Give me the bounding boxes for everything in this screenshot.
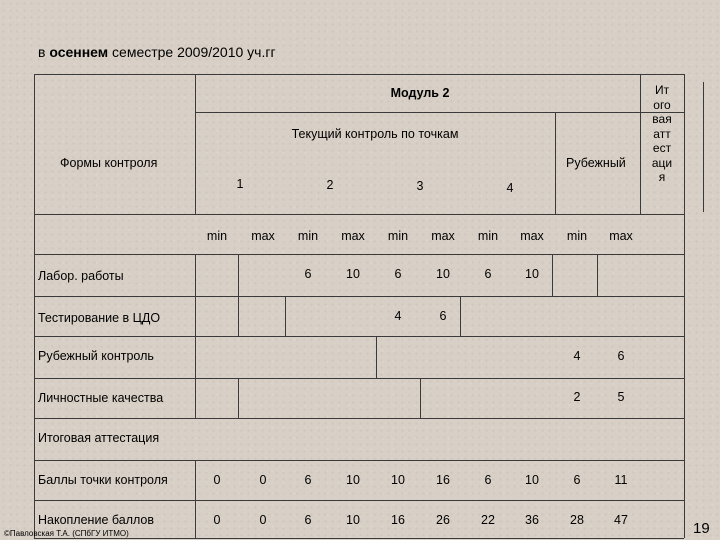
table-cell: 10 <box>346 267 360 281</box>
table-cell: 6 <box>484 267 492 281</box>
table-cell: 6 <box>573 473 581 487</box>
table-rule <box>420 378 421 418</box>
table-rule <box>552 254 553 296</box>
table-cell: 36 <box>525 513 539 527</box>
table-rule <box>34 74 35 538</box>
minmax-label: max <box>251 229 275 243</box>
table-rule <box>34 336 684 337</box>
table-rule <box>597 254 598 296</box>
module-header: Модуль 2 <box>390 86 450 100</box>
minmax-label: min <box>477 229 499 243</box>
table-cell: 4 <box>394 309 402 323</box>
current-control-header: Текущий контроль по точкам <box>291 127 459 141</box>
table-rule <box>285 296 286 336</box>
row-label: Рубежный контроль <box>38 349 154 363</box>
point-header: 4 <box>506 181 514 195</box>
table-cell: 0 <box>259 473 267 487</box>
table-cell: 6 <box>394 267 402 281</box>
page-title <box>38 44 276 60</box>
table-rule <box>34 500 684 501</box>
minmax-label: max <box>431 229 455 243</box>
table-cell: 0 <box>259 513 267 527</box>
table-rule <box>34 214 684 215</box>
minmax-label: min <box>297 229 319 243</box>
table-cell: 22 <box>481 513 495 527</box>
table-cell: 10 <box>346 513 360 527</box>
table-cell: 10 <box>525 473 539 487</box>
table-rule <box>34 460 684 461</box>
table-rule <box>34 378 684 379</box>
table-rule <box>195 460 196 538</box>
table-cell: 10 <box>391 473 405 487</box>
table-rule <box>238 254 239 336</box>
table-rule <box>34 418 684 419</box>
table-cell: 6 <box>304 473 312 487</box>
rubezh-header: Рубежный <box>566 156 626 170</box>
table-cell: 6 <box>617 349 625 363</box>
table-cell: 2 <box>573 390 581 404</box>
table-cell: 6 <box>484 473 492 487</box>
table-cell: 10 <box>346 473 360 487</box>
table-rule <box>555 112 556 214</box>
table-cell: 5 <box>617 390 625 404</box>
table-rule <box>34 254 684 255</box>
table-cell: 11 <box>614 473 628 487</box>
table-rule <box>684 74 685 538</box>
copyright-footer: ©Павловская Т.А. (СПбГУ ИТМО) <box>4 529 129 538</box>
row-label: Личностные качества <box>38 391 164 405</box>
point-header: 3 <box>416 179 424 193</box>
table-rule <box>195 112 684 113</box>
table-cell: 10 <box>525 267 539 281</box>
table-cell: 0 <box>213 473 221 487</box>
table-rule <box>640 74 641 214</box>
table-cell: 47 <box>614 513 628 527</box>
table-rule <box>34 74 684 75</box>
table-rule <box>34 296 684 297</box>
table-cell: 4 <box>573 349 581 363</box>
table-rule <box>460 296 461 336</box>
table-cell: 6 <box>304 513 312 527</box>
row-label: Накопление баллов <box>38 513 155 527</box>
table-cell: 6 <box>439 309 447 323</box>
title-bold: осеннем <box>49 44 109 60</box>
table-cell: 16 <box>391 513 405 527</box>
minmax-label: min <box>387 229 409 243</box>
title-prefix: в <box>38 44 50 60</box>
table-cell: 10 <box>436 267 450 281</box>
table-cell: 16 <box>436 473 450 487</box>
title-suffix: семестре 2009/2010 уч.гг <box>108 44 276 60</box>
table-cell: 28 <box>570 513 584 527</box>
table-rule <box>195 254 196 418</box>
row-label: Лабор. работы <box>38 269 124 283</box>
page-number: 19 <box>693 520 710 537</box>
final-attestation-header: Ит ого вая атт ест аци я <box>651 83 673 184</box>
forms-header: Формы контроля <box>60 156 158 170</box>
table-rule <box>238 378 239 418</box>
minmax-label: max <box>609 229 633 243</box>
point-header: 1 <box>236 177 244 191</box>
table-rule <box>34 538 684 539</box>
table-rule <box>195 74 196 214</box>
table-rule <box>376 336 377 378</box>
minmax-label: max <box>341 229 365 243</box>
minmax-label: max <box>520 229 544 243</box>
row-label: Баллы точки контроля <box>38 473 168 487</box>
row-label: Итоговая аттестация <box>38 431 160 445</box>
minmax-label: min <box>566 229 588 243</box>
row-label: Тестирование в ЦДО <box>38 311 161 325</box>
margin-rule <box>703 82 704 212</box>
table-cell: 26 <box>436 513 450 527</box>
table-cell: 6 <box>304 267 312 281</box>
table-cell: 0 <box>213 513 221 527</box>
minmax-label: min <box>206 229 228 243</box>
point-header: 2 <box>326 178 334 192</box>
